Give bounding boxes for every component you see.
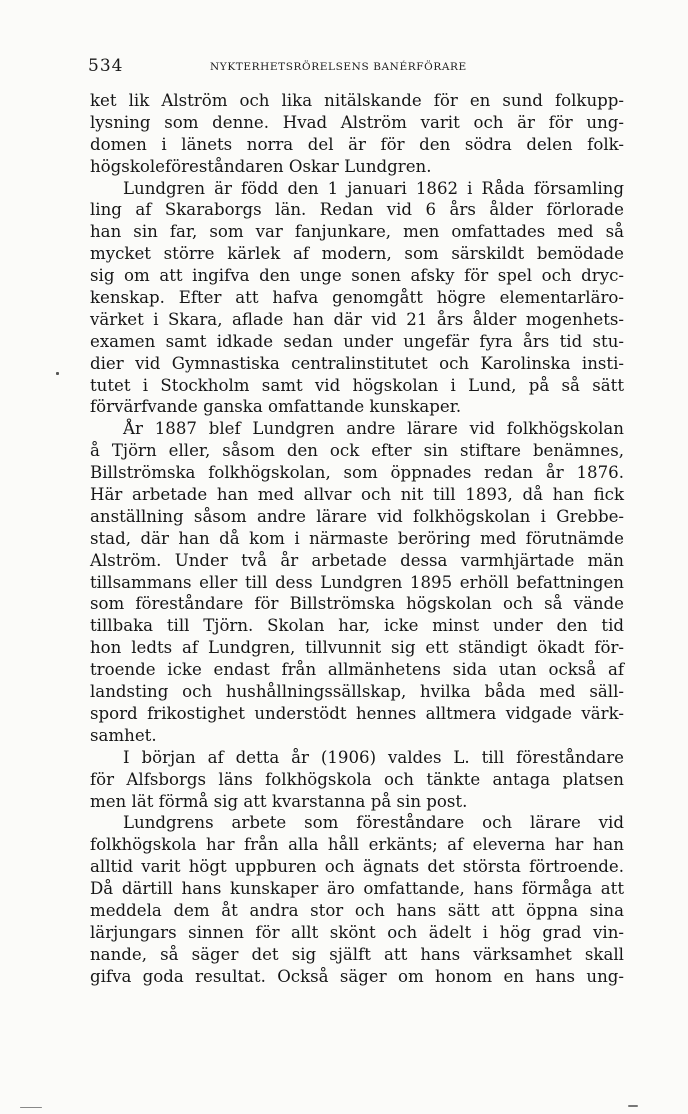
text-line: kenskap. Efter att hafva genomgått högre elementarläro- (90, 288, 624, 308)
text-line: lysning som denne. Hvad Alström varit och är för ung- (90, 112, 624, 132)
text-line: ling af Skaraborgs län. Redan vid 6 års ålder förlorade (90, 200, 624, 220)
text-line: som föreståndare för Billströmska högskolan och så vände (90, 594, 624, 614)
text-line: År 1887 blef Lundgren andre lärare vid folkhögskolan (123, 419, 624, 439)
page-number: 534 (88, 56, 124, 76)
text-line: tillsammans eller till dess Lundgren 1895 erhöll befattningen (90, 572, 624, 592)
margin-speck (56, 372, 59, 375)
text-line: tutet i Stockholm samt vid högskolan i Lund, på så sätt (90, 375, 624, 395)
text-line: examen samt idkade sedan under ungefär fyra års tid stu- (90, 331, 624, 351)
margin-speck (20, 1107, 42, 1108)
text-line: lärjungars sinnen för allt skönt och ädelt i hög grad vin- (90, 922, 624, 942)
page-header (88, 56, 628, 80)
text-line: å Tjörn eller, såsom den ock efter sin stiftare benämnes, (90, 441, 624, 461)
text-line: Billströmska folkhögskolan, som öppnades redan år 1876. (90, 463, 624, 483)
text-line: för Alfsborgs läns folkhögskola och tänkte antaga platsen (90, 769, 624, 789)
text-line: Lundgrens arbete som föreståndare och lärare vid (123, 813, 624, 833)
text-line: I början af detta år (1906) valdes L. till föreståndare (123, 747, 624, 767)
text-line: gifva goda resultat. Också säger om honom en hans ung- (90, 966, 624, 986)
text-line: värket i Skara, aflade han där vid 21 års ålder mogenhets- (90, 309, 624, 329)
text-line: nande, så säger det sig själft att hans värksamhet skall (90, 944, 624, 964)
text-line: mycket större kärlek af modern, som särskildt bemödade (90, 244, 624, 264)
text-line: domen i länets norra del är för den södra delen folk- (90, 134, 624, 154)
text-line: meddela dem åt andra stor och hans sätt att öppna sina (90, 900, 624, 920)
text-line: folkhögskola har från alla håll erkänts; af eleverna har han (90, 835, 624, 855)
text-line: samhet. (90, 725, 157, 745)
text-line: tillbaka till Tjörn. Skolan har, icke minst under den tid (90, 616, 624, 636)
body-text (90, 90, 624, 988)
text-line: alltid varit högt uppburen och ägnats det största förtroende. (90, 857, 624, 877)
text-line: Då därtill hans kunskaper äro omfattande, hans förmåga att (90, 879, 624, 899)
text-line: ket lik Alström och lika nitälskande för en sund folkupp- (90, 91, 624, 110)
text-line: Lundgren är född den 1 januari 1862 i Råda församling (123, 178, 624, 198)
text-line: spord frikostighet understödt hennes alltmera vidgade värk- (90, 703, 624, 723)
text-line: Här arbetade han med allvar och nit till 1893, då han fick (90, 485, 624, 505)
margin-speck (628, 1105, 638, 1107)
text-line: Alström. Under två år arbetade dessa varmhjärtade män (90, 550, 624, 570)
text-line: anställning såsom andre lärare vid folkhögskolan i Grebbe- (90, 506, 624, 526)
running-head: NYKTERHETSRÖRELSENS BANÉRFÖRARE (210, 61, 467, 73)
text-line: men lät förmå sig att kvarstanna på sin post. (90, 791, 468, 811)
text-line: hon ledts af Lundgren, tillvunnit sig ett ständigt ökadt för- (90, 638, 624, 658)
text-line: förvärfvande ganska omfattande kunskaper. (90, 397, 462, 417)
text-line: dier vid Gymnastiska centralinstitutet och Karolinska insti- (90, 353, 624, 373)
text-line: sig om att ingifva den unge sonen afsky för spel och dryc- (90, 266, 624, 286)
text-line: högskoleföreståndaren Oskar Lundgren. (90, 156, 432, 176)
text-line: troende icke endast från allmänhetens sida utan också af (90, 660, 624, 680)
text-line: landsting och hushållningssällskap, hvilka båda med säll- (90, 682, 624, 702)
text-line: han sin far, som var fanjunkare, men omfattades med så (90, 222, 624, 242)
text-line: stad, där han då kom i närmaste beröring med förutnämde (90, 528, 624, 548)
